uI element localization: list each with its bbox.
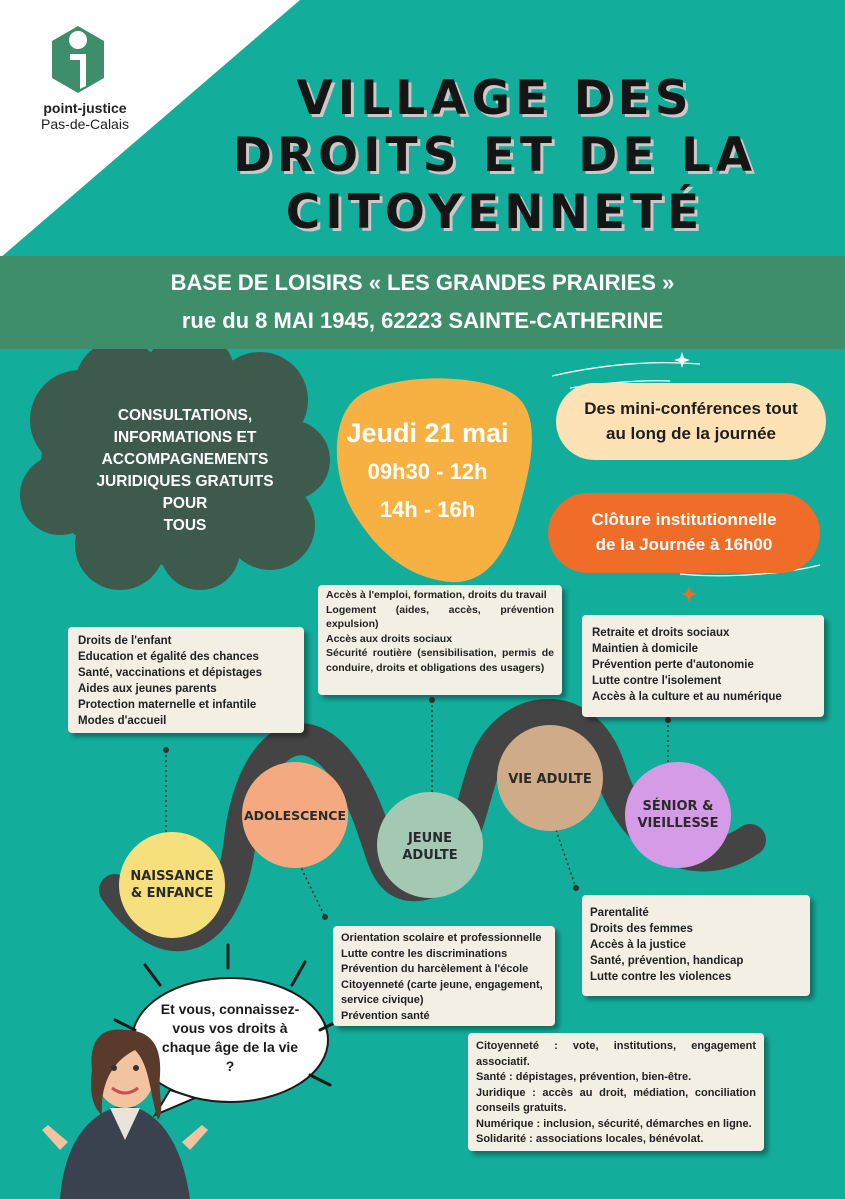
stage-label-naissance	[119, 868, 225, 902]
stage-label-line: ADULTE	[402, 848, 458, 863]
event-slot-morning: 09h30 - 12h	[367, 459, 488, 484]
stage-label-line: JEUNE	[407, 831, 453, 846]
stage-label-jeune-adulte	[377, 830, 483, 864]
topics-box-citoyennete	[468, 1033, 764, 1151]
topic-item: Prévention du harcèlement à l'école	[341, 963, 529, 975]
topic-item: Orientation scolaire et professionnelle	[341, 932, 542, 944]
topic-item: Sécurité routière (sensibilisation, permis de conduire, droits et obligations des usagers)	[326, 647, 554, 674]
consultations-line: TOUS	[163, 517, 207, 534]
topic-item: Retraite et droits sociaux	[592, 627, 730, 639]
stage-label-line: & ENFANCE	[130, 886, 214, 901]
title-line-2: DROITS ET DE LA	[232, 128, 758, 183]
closing-line: Clôture institutionnelle	[591, 510, 777, 529]
conferences-line: Des mini-conférences tout	[584, 399, 798, 418]
event-slot-afternoon: 14h - 16h	[379, 497, 476, 522]
topic-item: Logement (aides, accès, prévention expulsion)	[326, 603, 554, 630]
sparkle-icon	[674, 352, 690, 368]
consultations-line: CONSULTATIONS,	[117, 407, 253, 424]
speech-line: chaque âge de la vie	[161, 1039, 299, 1055]
topic-item: Droits de l'enfant	[78, 635, 172, 647]
topics-box-senior	[582, 615, 824, 717]
conferences-line: au long de la journée	[605, 424, 777, 443]
closing-line: de la Journée à 16h00	[595, 535, 773, 554]
topic-item: Accès à la culture et au numérique	[592, 691, 782, 703]
stage-label-line: VIE ADULTE	[508, 772, 592, 787]
speech-bubble-text	[155, 1000, 305, 1076]
topic-item: Juridique : accès au droit, médiation, conciliation conseils gratuits.	[476, 1086, 756, 1114]
stage-label-line: SÉNIOR &	[642, 799, 714, 814]
topic-item: Droits des femmes	[590, 923, 693, 935]
topic-item: Maintien à domicile	[592, 643, 699, 655]
topic-item: Prévention perte d'autonomie	[592, 659, 754, 671]
consultations-line: JURIDIQUES GRATUITS POUR	[96, 473, 274, 512]
stage-label-line: NAISSANCE	[130, 869, 214, 884]
swoosh-top	[552, 363, 700, 376]
event-schedule	[335, 413, 520, 529]
topic-item: Lutte contre les violences	[590, 971, 732, 983]
closing-pill	[548, 493, 820, 573]
topic-item: Accès aux droits sociaux	[326, 632, 453, 645]
topic-item: Protection maternelle et infantile	[78, 699, 257, 711]
topic-item: Accès à la justice	[590, 939, 686, 951]
location-venue: BASE DE LOISIRS « LES GRANDES PRAIRIES »	[170, 270, 675, 295]
topic-item: Santé, prévention, handicap	[590, 955, 744, 967]
topic-item: Accès à l'emploi, formation, droits du travail	[326, 589, 547, 601]
topic-item: Prévention santé	[341, 1009, 430, 1022]
stage-label-line: ADOLESCENCE	[243, 808, 347, 823]
stage-label-line: VIEILLESSE	[637, 816, 719, 831]
sparkle-orange-icon	[681, 586, 697, 602]
topic-item: Parentalité	[590, 907, 649, 919]
consultations-line: INFORMATIONS ET	[113, 429, 257, 446]
stage-label-adolescence	[238, 807, 352, 824]
topic-item: Lutte contre les discriminations	[341, 947, 508, 960]
topic-item: Santé : dépistages, prévention, bien-être.	[476, 1071, 692, 1083]
location-address: rue du 8 MAI 1945, 62223 SAINTE-CATHERINE	[181, 308, 664, 333]
topic-item: Modes d'accueil	[78, 715, 167, 727]
conferences-pill	[556, 383, 826, 460]
topics-box-adolescence	[333, 926, 555, 1026]
title-line-3: CITOYENNETÉ	[285, 185, 705, 240]
title-line-1: VILLAGE DES	[296, 71, 694, 126]
consultations-text	[80, 405, 290, 537]
topic-item: Lutte contre l'isolement	[592, 675, 722, 687]
brand-name: point-justice	[43, 100, 127, 116]
topic-item: Numérique : inclusion, sécurité, démarches en ligne.	[476, 1117, 752, 1130]
stage-label-vie-adulte	[497, 771, 603, 788]
topics-box-enfance	[68, 627, 304, 733]
topics-box-jeune-adulte	[318, 585, 562, 695]
page-title	[150, 70, 840, 241]
topic-item: Aides aux jeunes parents	[78, 683, 217, 695]
topic-item: Solidarité : associations locales, bénévolat.	[476, 1133, 704, 1145]
location-band	[0, 256, 845, 349]
speech-line: Et vous, connaissez-	[160, 1001, 300, 1017]
topic-item: Santé, vaccinations et dépistages	[78, 667, 263, 679]
brand-region: Pas-de-Calais	[41, 116, 129, 132]
consultations-line: ACCOMPAGNEMENTS	[101, 451, 269, 468]
event-date: Jeudi 21 mai	[346, 418, 509, 448]
stage-label-senior	[625, 798, 731, 832]
topic-item: Education et égalité des chances	[78, 651, 259, 663]
speech-line: ?	[225, 1058, 235, 1074]
topic-item: Citoyenneté (carte jeune, engagement, service civique)	[341, 978, 543, 1006]
topic-item: Citoyenneté : vote, institutions, engagement associatif.	[476, 1040, 756, 1068]
brand-label	[30, 100, 140, 132]
topics-box-vie-adulte	[582, 895, 810, 996]
speech-line: vous vos droits à	[172, 1020, 288, 1036]
